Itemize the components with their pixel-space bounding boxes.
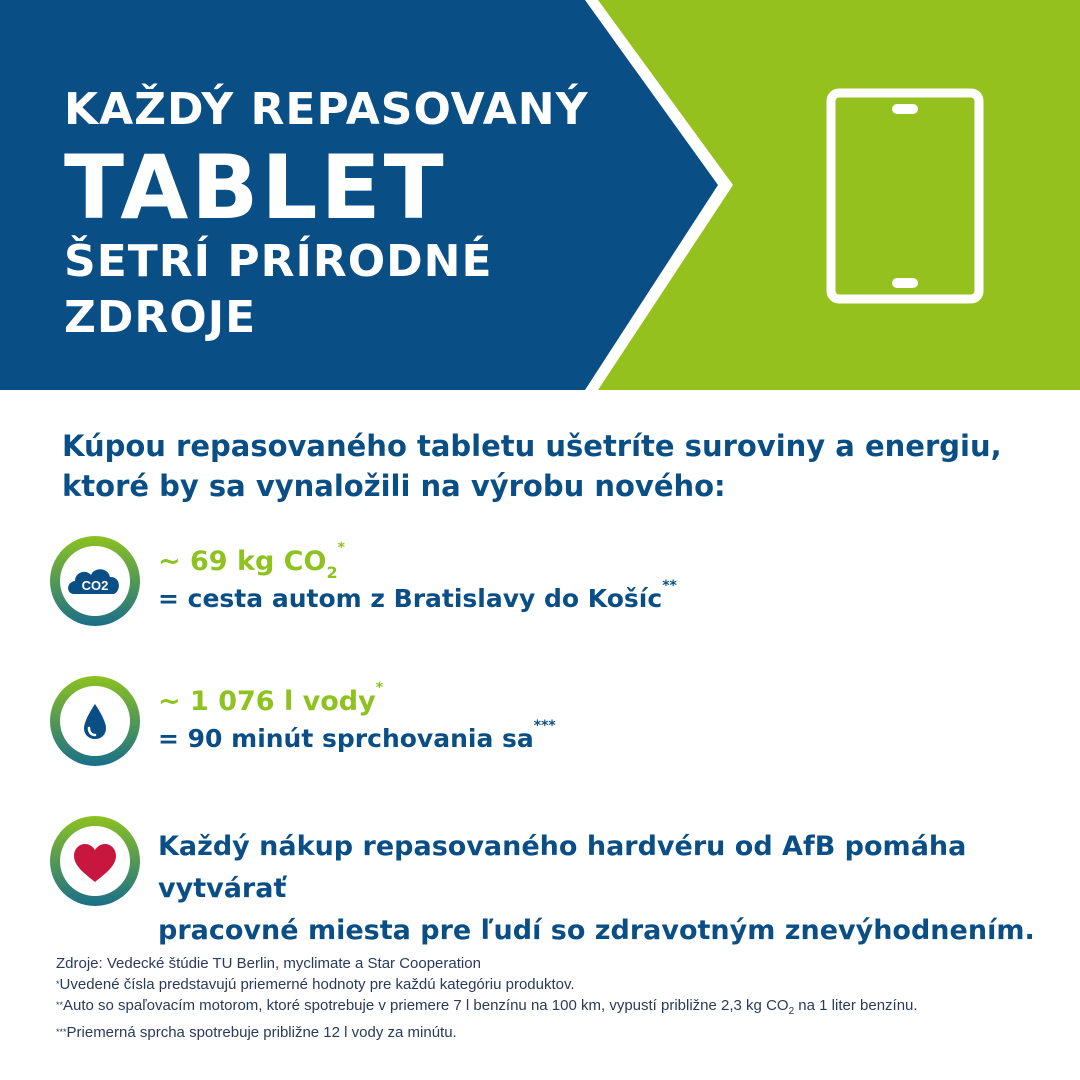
footnote-1-text: Uvedené čísla predstavujú priemerné hodnoty pre každú kategóriu produktov. (59, 976, 575, 993)
footnote-2 (56, 995, 918, 1022)
intro-text (62, 426, 1042, 506)
water-value (158, 680, 384, 717)
footnote-2-mark: ** (56, 1000, 64, 1010)
footnote-2-subscript: 2 (788, 1006, 795, 1017)
water-equivalent-mark: *** (533, 718, 556, 734)
header-banner (0, 0, 1080, 390)
water-footnote-mark: * (375, 680, 384, 696)
co2-value-text: ~ 69 kg CO (158, 546, 327, 577)
sources-footnotes (56, 953, 918, 1043)
sources-line: Zdroje: Vedecké štúdie TU Berlin, myclimate a Star Cooperation (56, 955, 481, 972)
jobs-line-1: Každý nákup repasovaného hardvéru od AfB pomáha vytvárať (158, 831, 967, 904)
co2-equivalent-text: = cesta autom z Bratislavy do Košíc (158, 584, 663, 613)
co2-subscript: 2 (326, 563, 338, 582)
footnote-2-text-end: na 1 liter benzínu. (794, 997, 918, 1014)
water-equivalent-text: = 90 minút sprchovania sa (158, 724, 534, 753)
headline (64, 84, 589, 352)
footnote-3-text: Priemerná sprcha spotrebuje približne 12 l vody za minútu. (66, 1024, 457, 1041)
co2-footnote-mark: * (337, 540, 345, 556)
jobs-line-2: pracovné miesta pre ľudí so zdravotným znevýhodnením. (158, 915, 1035, 946)
water-equivalent (158, 718, 556, 753)
heart-icon (50, 816, 140, 906)
footnote-3-mark: *** (56, 1027, 67, 1037)
intro-line-1: Kúpou repasovaného tabletu ušetríte suroviny a energiu, (62, 429, 1002, 463)
headline-product: TABLET (64, 136, 447, 239)
footnote-3 (56, 1022, 918, 1043)
co2-icon-label: CO2 (81, 578, 109, 593)
tablet-icon (826, 88, 984, 304)
headline-line-3: ŠETRÍ PRÍRODNÉ (64, 236, 493, 287)
headline-line-1: KAŽDÝ REPASOVANÝ (64, 84, 589, 135)
water-value-text: ~ 1 076 l vody (158, 686, 376, 717)
intro-line-2: ktoré by sa vynaložili na výrobu nového: (62, 469, 726, 503)
co2-value (158, 540, 345, 582)
footnote-1-mark: * (56, 979, 60, 989)
co2-equivalent (158, 578, 677, 613)
co2-cloud-icon (50, 536, 140, 626)
headline-line-4: ZDROJE (64, 292, 257, 343)
footnote-2-text: Auto so spaľovacím motorom, ktoré spotrebuje v priemere 7 l benzínu na 100 km, vypustí približne 2,3 kg CO (63, 997, 789, 1014)
co2-equivalent-mark: ** (662, 578, 677, 594)
jobs-statement (158, 826, 1058, 952)
water-drop-icon (50, 676, 140, 766)
footnote-1 (56, 974, 918, 995)
